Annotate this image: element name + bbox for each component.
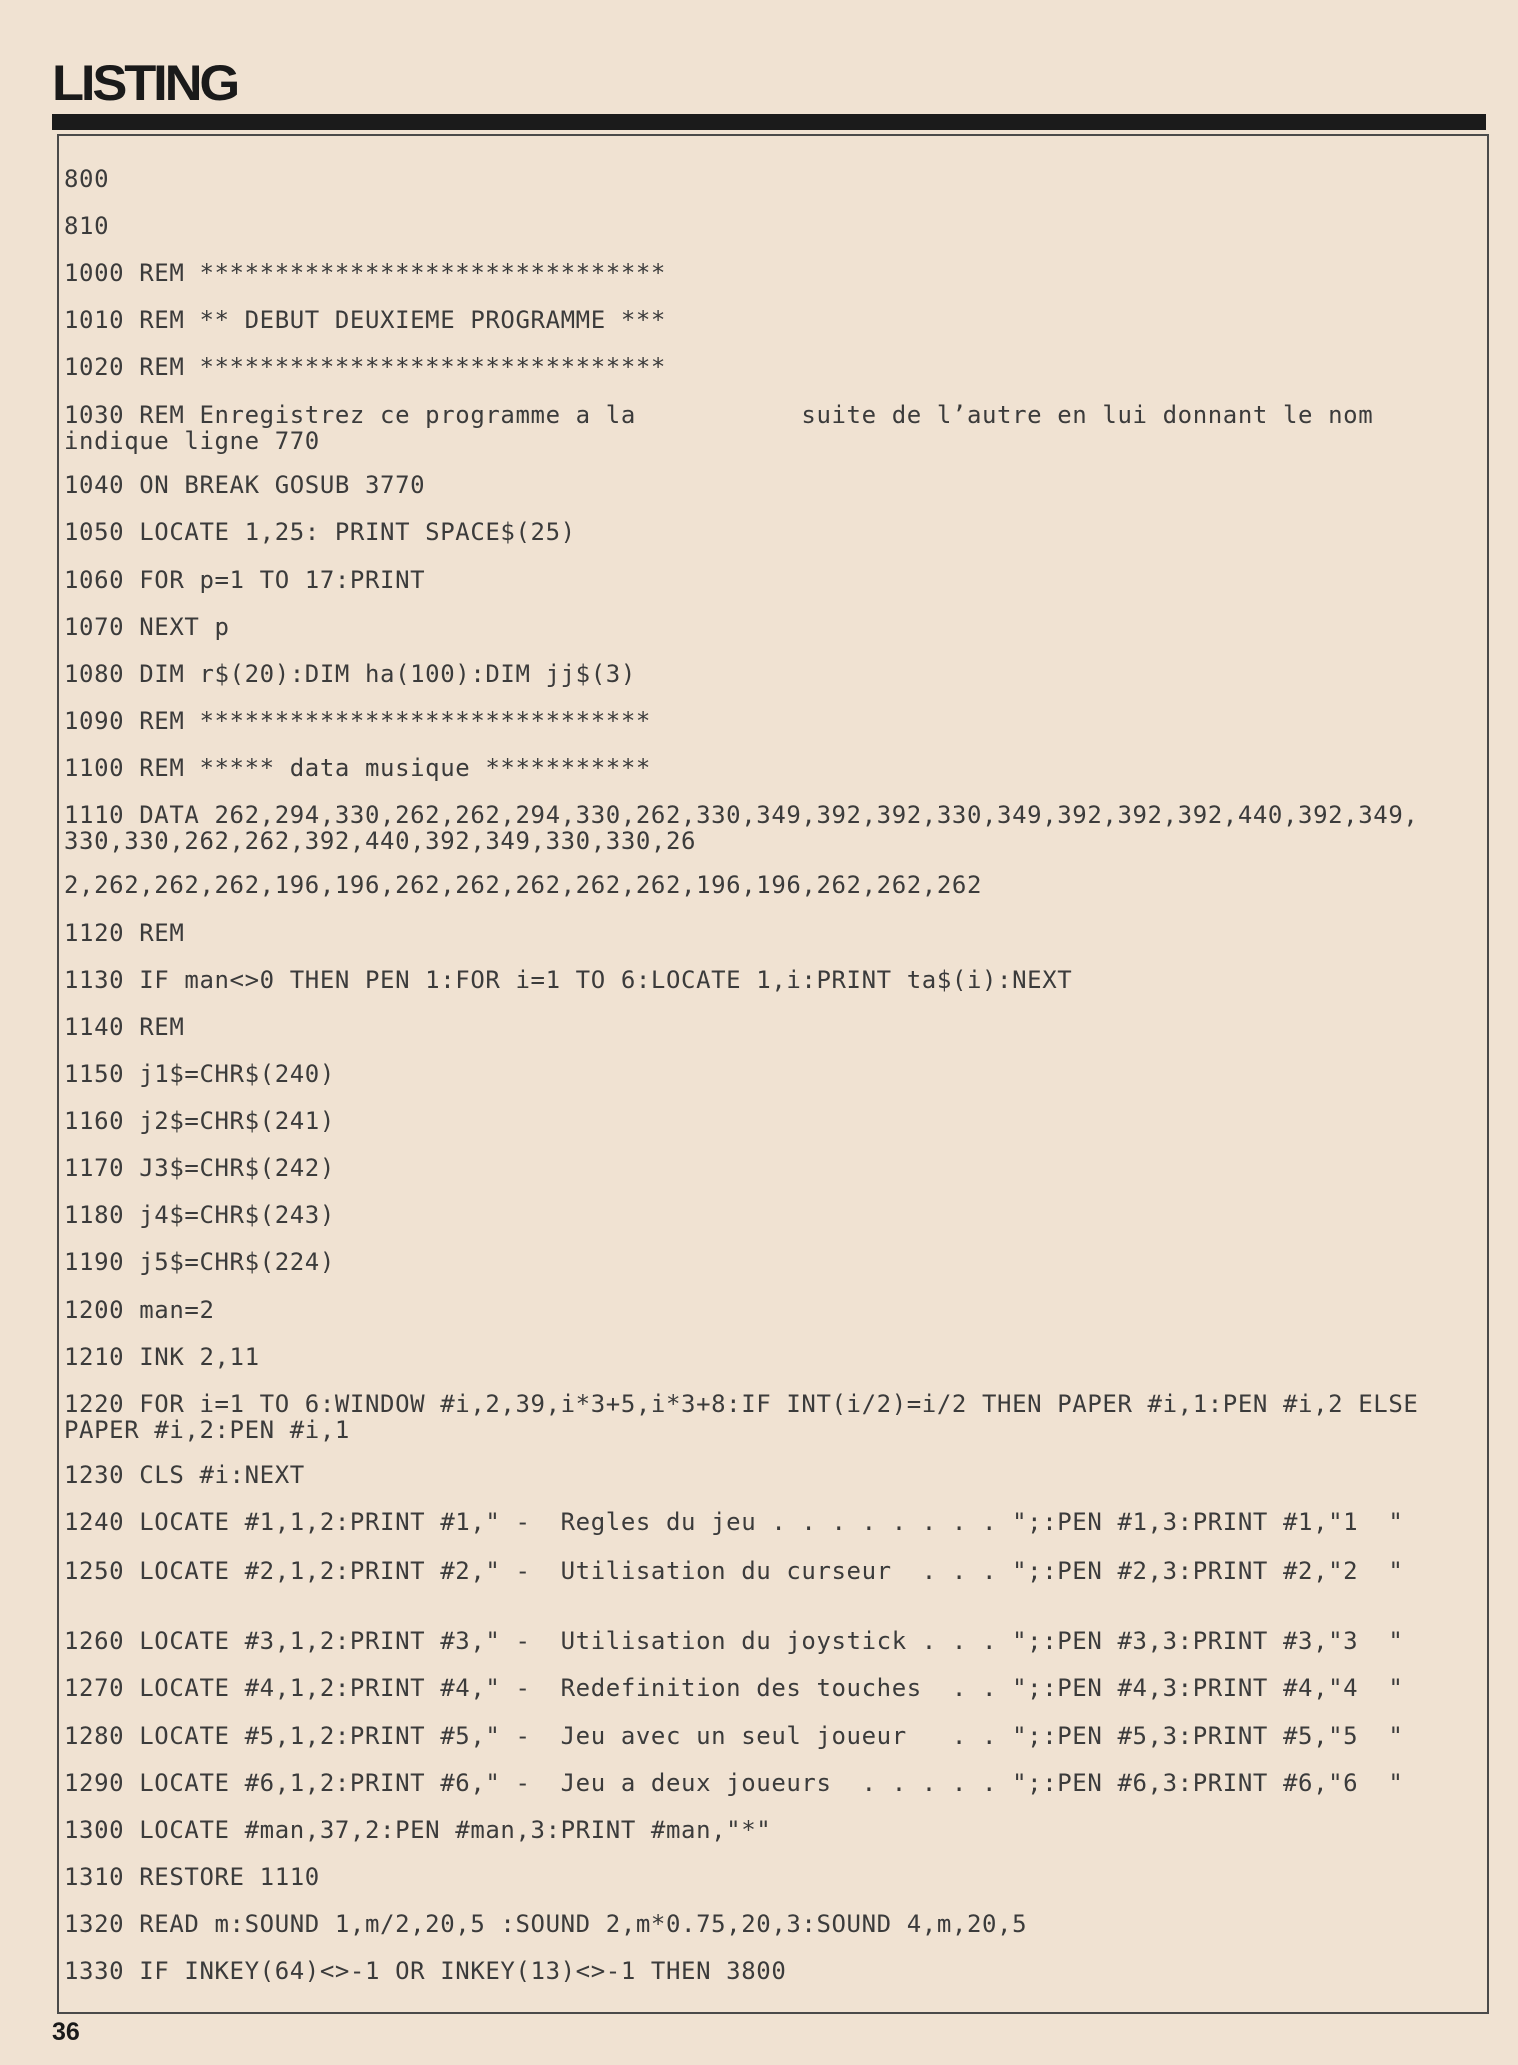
code-line: 1100 REM ***** data musique ***********	[64, 754, 651, 782]
header-rule	[52, 114, 1486, 130]
code-line: 1260 LOCATE #3,1,2:PRINT #3," - Utilisation du joystick . . . ";:PEN #3,3:PRINT #3,"3 "	[64, 1627, 1404, 1655]
code-line: 1000 REM *******************************	[64, 259, 666, 287]
code-line: 1330 IF INKEY(64)<>-1 OR INKEY(13)<>-1 THEN 3800	[64, 1957, 787, 1985]
code-line: 1010 REM ** DEBUT DEUXIEME PROGRAMME ***	[64, 306, 666, 334]
code-line: 1070 NEXT p	[64, 613, 230, 641]
code-line: 1080 DIM r$(20):DIM ha(100):DIM jj$(3)	[64, 660, 636, 688]
code-line: 1230 CLS #i:NEXT	[64, 1461, 305, 1489]
code-line: 1320 READ m:SOUND 1,m/2,20,5 :SOUND 2,m*0.75,20,3:SOUND 4,m,20,5	[64, 1910, 1028, 1938]
code-line: 1060 FOR p=1 TO 17:PRINT	[64, 566, 426, 594]
code-line: 1030 REM Enregistrez ce programme a la suite de l’autre en lui donnant le nom indique ligne 770	[64, 401, 1374, 455]
code-line: 810	[64, 212, 110, 240]
code-line: 1280 LOCATE #5,1,2:PRINT #5," - Jeu avec un seul joueur . . ";:PEN #5,3:PRINT #5,"5 "	[64, 1722, 1404, 1750]
code-line: 1120 REM	[64, 919, 185, 947]
code-line: 1160 j2$=CHR$(241)	[64, 1107, 335, 1135]
code-line: 1170 J3$=CHR$(242)	[64, 1154, 335, 1182]
code-line: 1040 ON BREAK GOSUB 3770	[64, 471, 426, 499]
code-line: 1180 j4$=CHR$(243)	[64, 1201, 335, 1229]
code-line: 1310 RESTORE 1110	[64, 1863, 320, 1891]
code-line: 1220 FOR i=1 TO 6:WINDOW #i,2,39,i*3+5,i*3+8:IF INT(i/2)=i/2 THEN PAPER #i,1:PEN #i,2 ELSE PAPER #i,2:PEN #i,1	[64, 1390, 1419, 1444]
code-line: 1140 REM	[64, 1013, 185, 1041]
code-line: 1130 IF man<>0 THEN PEN 1:FOR i=1 TO 6:LOCATE 1,i:PRINT ta$(i):NEXT	[64, 966, 1073, 994]
code-line: 1020 REM *******************************	[64, 353, 666, 381]
code-line: 1250 LOCATE #2,1,2:PRINT #2," - Utilisation du curseur . . . ";:PEN #2,3:PRINT #2,"2 "	[64, 1557, 1404, 1585]
code-line: 2,262,262,262,196,196,262,262,262,262,262,196,196,262,262,262	[64, 871, 983, 899]
code-line: 1300 LOCATE #man,37,2:PEN #man,3:PRINT #man,"*"	[64, 1816, 772, 1844]
code-line: 1240 LOCATE #1,1,2:PRINT #1," - Regles du jeu . . . . . . . . ";:PEN #1,3:PRINT #1,"1 "	[64, 1508, 1404, 1536]
code-line: 1150 j1$=CHR$(240)	[64, 1060, 335, 1088]
code-line: 1110 DATA 262,294,330,262,262,294,330,262,330,349,392,392,330,349,392,392,392,440,392,349, 330,330,262,262,392,440,392,349,330,330,26	[64, 801, 1419, 855]
page-number: 36	[52, 2018, 80, 2046]
code-line: 1090 REM ******************************	[64, 707, 651, 735]
code-line: 1270 LOCATE #4,1,2:PRINT #4," - Redefinition des touches . . ";:PEN #4,3:PRINT #4,"4 "	[64, 1674, 1404, 1702]
code-line: 1200 man=2	[64, 1296, 215, 1324]
code-line: 1210 INK 2,11	[64, 1343, 260, 1371]
code-line: 1190 j5$=CHR$(224)	[64, 1248, 335, 1276]
code-line: 1050 LOCATE 1,25: PRINT SPACE$(25)	[64, 518, 576, 546]
code-line: 800	[64, 165, 110, 193]
code-line: 1290 LOCATE #6,1,2:PRINT #6," - Jeu a deux joueurs . . . . . ";:PEN #6,3:PRINT #6,"6 "	[64, 1769, 1404, 1797]
section-title: LISTING	[52, 55, 238, 111]
